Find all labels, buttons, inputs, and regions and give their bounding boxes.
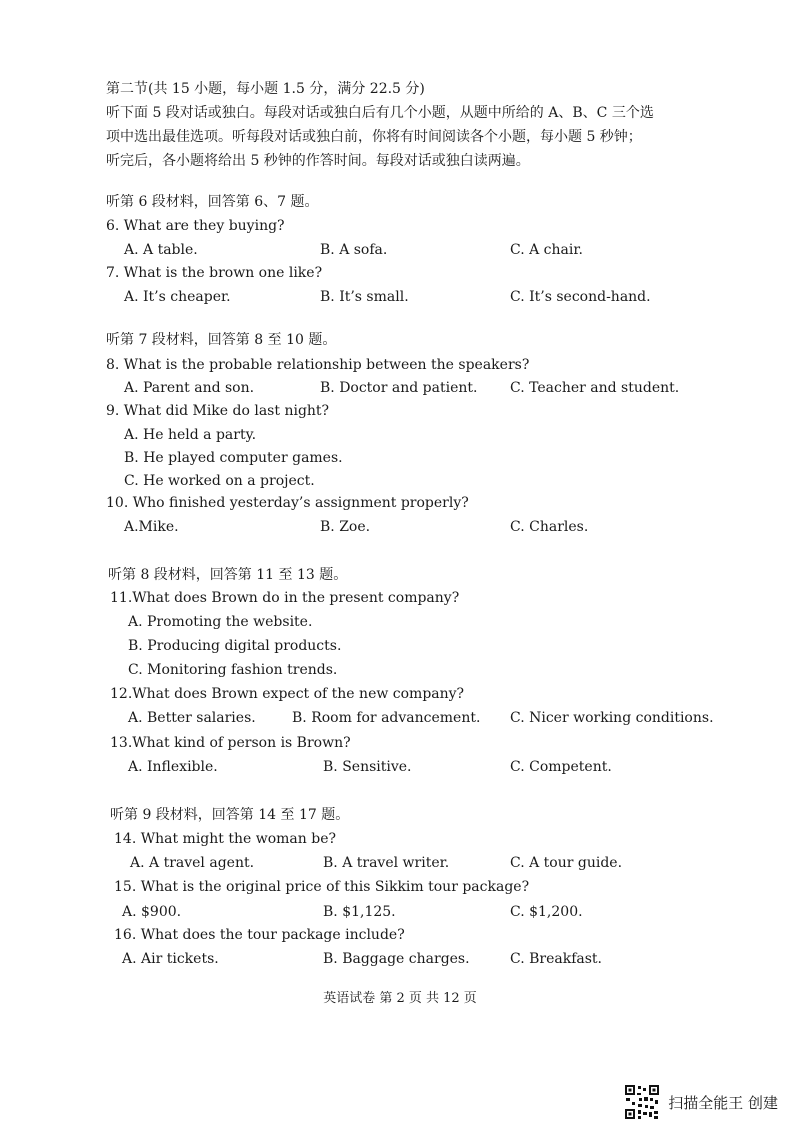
option-a: A. It’s cheaper.: [124, 289, 231, 305]
option-b: B. Zoe.: [320, 519, 371, 535]
option-c: C. $1,200.: [510, 904, 583, 920]
instruction-line-3: 听完后，各小题将给出 5 秒钟的作答时间。每段对话或独白读两遍。: [106, 153, 530, 169]
question-stem: 6. What are they buying?: [106, 218, 285, 234]
option-a: A. $900.: [122, 904, 182, 920]
question-stem: 16. What does the tour package include?: [114, 927, 405, 943]
qr-code-icon: [624, 1084, 660, 1120]
option-a: A. Parent and son.: [124, 380, 255, 396]
option-c: C. Charles.: [510, 519, 589, 535]
question-stem: 13.What kind of person is Brown?: [110, 735, 351, 751]
option-a: A. Inflexible.: [128, 759, 218, 775]
option-b: B. Doctor and patient.: [320, 380, 478, 396]
instruction-line-1: 听下面 5 段对话或独白。每段对话或独白后有几个小题，从题中所给的 A、B、C 三个选: [106, 105, 654, 121]
option-a: A. A table.: [124, 242, 198, 258]
question-stem: 10. Who finished yesterday’s assignment properly?: [106, 495, 469, 511]
question-stem: 11.What does Brown do in the present company?: [110, 590, 460, 606]
page-footer: 英语试卷 第 2 页 共 12 页: [323, 991, 477, 1006]
section-title: 第二节(共 15 小题，每小题 1.5 分，满分 22.5 分): [106, 81, 425, 97]
option-c: C. Breakfast.: [510, 951, 602, 967]
option-b: B. Baggage charges.: [323, 951, 470, 967]
option-a: A. A travel agent.: [130, 855, 255, 871]
option-b: B. A sofa.: [320, 242, 388, 258]
option-c: C. Competent.: [510, 759, 612, 775]
option-a: A. Better salaries.: [128, 710, 256, 726]
question-stem: 14. What might the woman be?: [114, 831, 336, 847]
option-a: A. Air tickets.: [122, 951, 219, 967]
group-heading: 听第 7 段材料，回答第 8 至 10 题。: [106, 332, 337, 348]
option-c: C. Nicer working conditions.: [510, 710, 714, 726]
question-stem: 9. What did Mike do last night?: [106, 403, 330, 419]
option-b: B. Sensitive.: [323, 759, 412, 775]
option-b: B. It’s small.: [320, 289, 409, 305]
instruction-line-2: 项中选出最佳选项。听每段对话或独白前，你将有时间阅读各个小题，每小题 5 秒钟；: [106, 129, 642, 145]
group-heading: 听第 9 段材料，回答第 14 至 17 题。: [110, 807, 350, 823]
option-b: B. $1,125.: [323, 904, 396, 920]
option-b: B. Producing digital products.: [128, 638, 342, 654]
scanner-watermark: [624, 1084, 778, 1120]
option-c: C. Teacher and student.: [510, 380, 680, 396]
group-heading: 听第 8 段材料，回答第 11 至 13 题。: [108, 567, 348, 583]
option-c: C. He worked on a project.: [124, 473, 315, 489]
question-stem: 8. What is the probable relationship between the speakers?: [106, 357, 530, 373]
option-c: C. A chair.: [510, 242, 583, 258]
option-c: C. Monitoring fashion trends.: [128, 662, 338, 678]
group-heading: 听第 6 段材料，回答第 6、7 题。: [106, 194, 319, 210]
option-a: A.Mike.: [124, 519, 179, 535]
question-stem: 15. What is the original price of this Sikkim tour package?: [114, 879, 530, 895]
watermark-text: 扫描全能王 创建: [668, 1093, 778, 1112]
question-stem: 12.What does Brown expect of the new company?: [110, 686, 465, 702]
option-b: B. He played computer games.: [124, 450, 343, 466]
question-stem: 7. What is the brown one like?: [106, 265, 323, 281]
option-c: C. It’s second-hand.: [510, 289, 651, 305]
option-b: B. Room for advancement.: [292, 710, 481, 726]
option-a: A. He held a party.: [124, 427, 257, 443]
option-a: A. Promoting the website.: [128, 614, 313, 630]
option-c: C. A tour guide.: [510, 855, 623, 871]
option-b: B. A travel writer.: [323, 855, 450, 871]
